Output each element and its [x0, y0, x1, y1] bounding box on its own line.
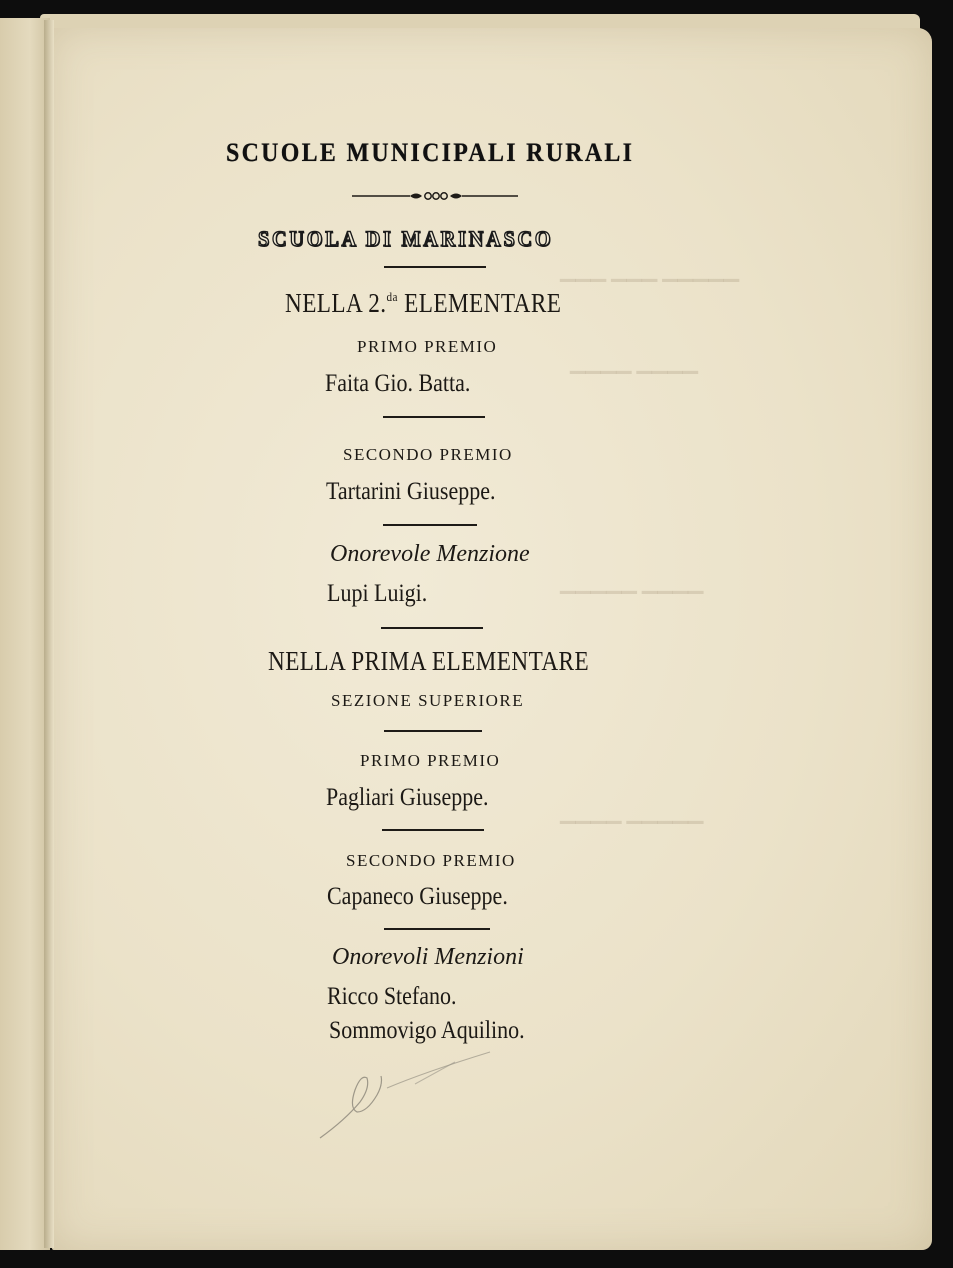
first-prize-label: PRIMO PREMIO	[357, 337, 498, 356]
first-prize-name: Faita Gio. Batta.	[325, 370, 471, 397]
divider-rule	[383, 524, 477, 526]
heading-suffix: ELEMENTARE	[397, 288, 562, 318]
first-prize-label: PRIMO PREMIO	[360, 751, 501, 770]
ornament-divider-icon	[352, 188, 518, 204]
page-gutter	[44, 20, 54, 1248]
first-prize-name: Pagliari Giuseppe.	[326, 784, 489, 811]
divider-rule	[381, 627, 483, 629]
divider-rule	[382, 829, 484, 831]
mentions-label: Onorevoli Menzioni	[332, 944, 524, 970]
second-prize-name: Tartarini Giuseppe.	[326, 478, 496, 505]
divider-rule	[383, 416, 485, 418]
document-title: SCUOLE MUNICIPALI RURALI	[226, 138, 635, 167]
mention-name-1: Ricco Stefano.	[327, 983, 457, 1010]
second-prize-label: SECONDO PREMIO	[343, 445, 513, 464]
bleed-through: ▁▁▁▁ ▁▁▁▁▁	[560, 802, 704, 824]
bleed-through: ▁▁▁▁ ▁▁▁▁	[570, 352, 699, 374]
mention-name-2: Sommovigo Aquilino.	[329, 1017, 525, 1044]
second-prize-label: SECONDO PREMIO	[346, 851, 516, 870]
divider-rule	[384, 730, 482, 732]
section-heading-first: NELLA PRIMA ELEMENTARE	[268, 646, 590, 676]
section-subheading: SEZIONE SUPERIORE	[331, 691, 525, 710]
pencil-scribble-icon	[315, 1050, 495, 1145]
mention-name: Lupi Luigi.	[327, 580, 428, 607]
heading-prefix: NELLA 2.	[285, 288, 387, 318]
school-name: SCUOLA DI MARINASCO	[258, 226, 554, 251]
divider-rule	[384, 928, 490, 930]
heading-superscript: da	[386, 289, 398, 304]
mention-label: Onorevole Menzione	[330, 541, 530, 567]
bleed-through: ▁▁▁ ▁▁▁ ▁▁▁▁▁	[560, 260, 740, 282]
left-page-edge	[0, 18, 50, 1250]
bleed-through: ▁▁▁▁▁ ▁▁▁▁	[560, 572, 704, 594]
section-heading-second	[285, 288, 561, 319]
divider-rule	[384, 266, 486, 268]
second-prize-name: Capaneco Giuseppe.	[327, 883, 508, 910]
